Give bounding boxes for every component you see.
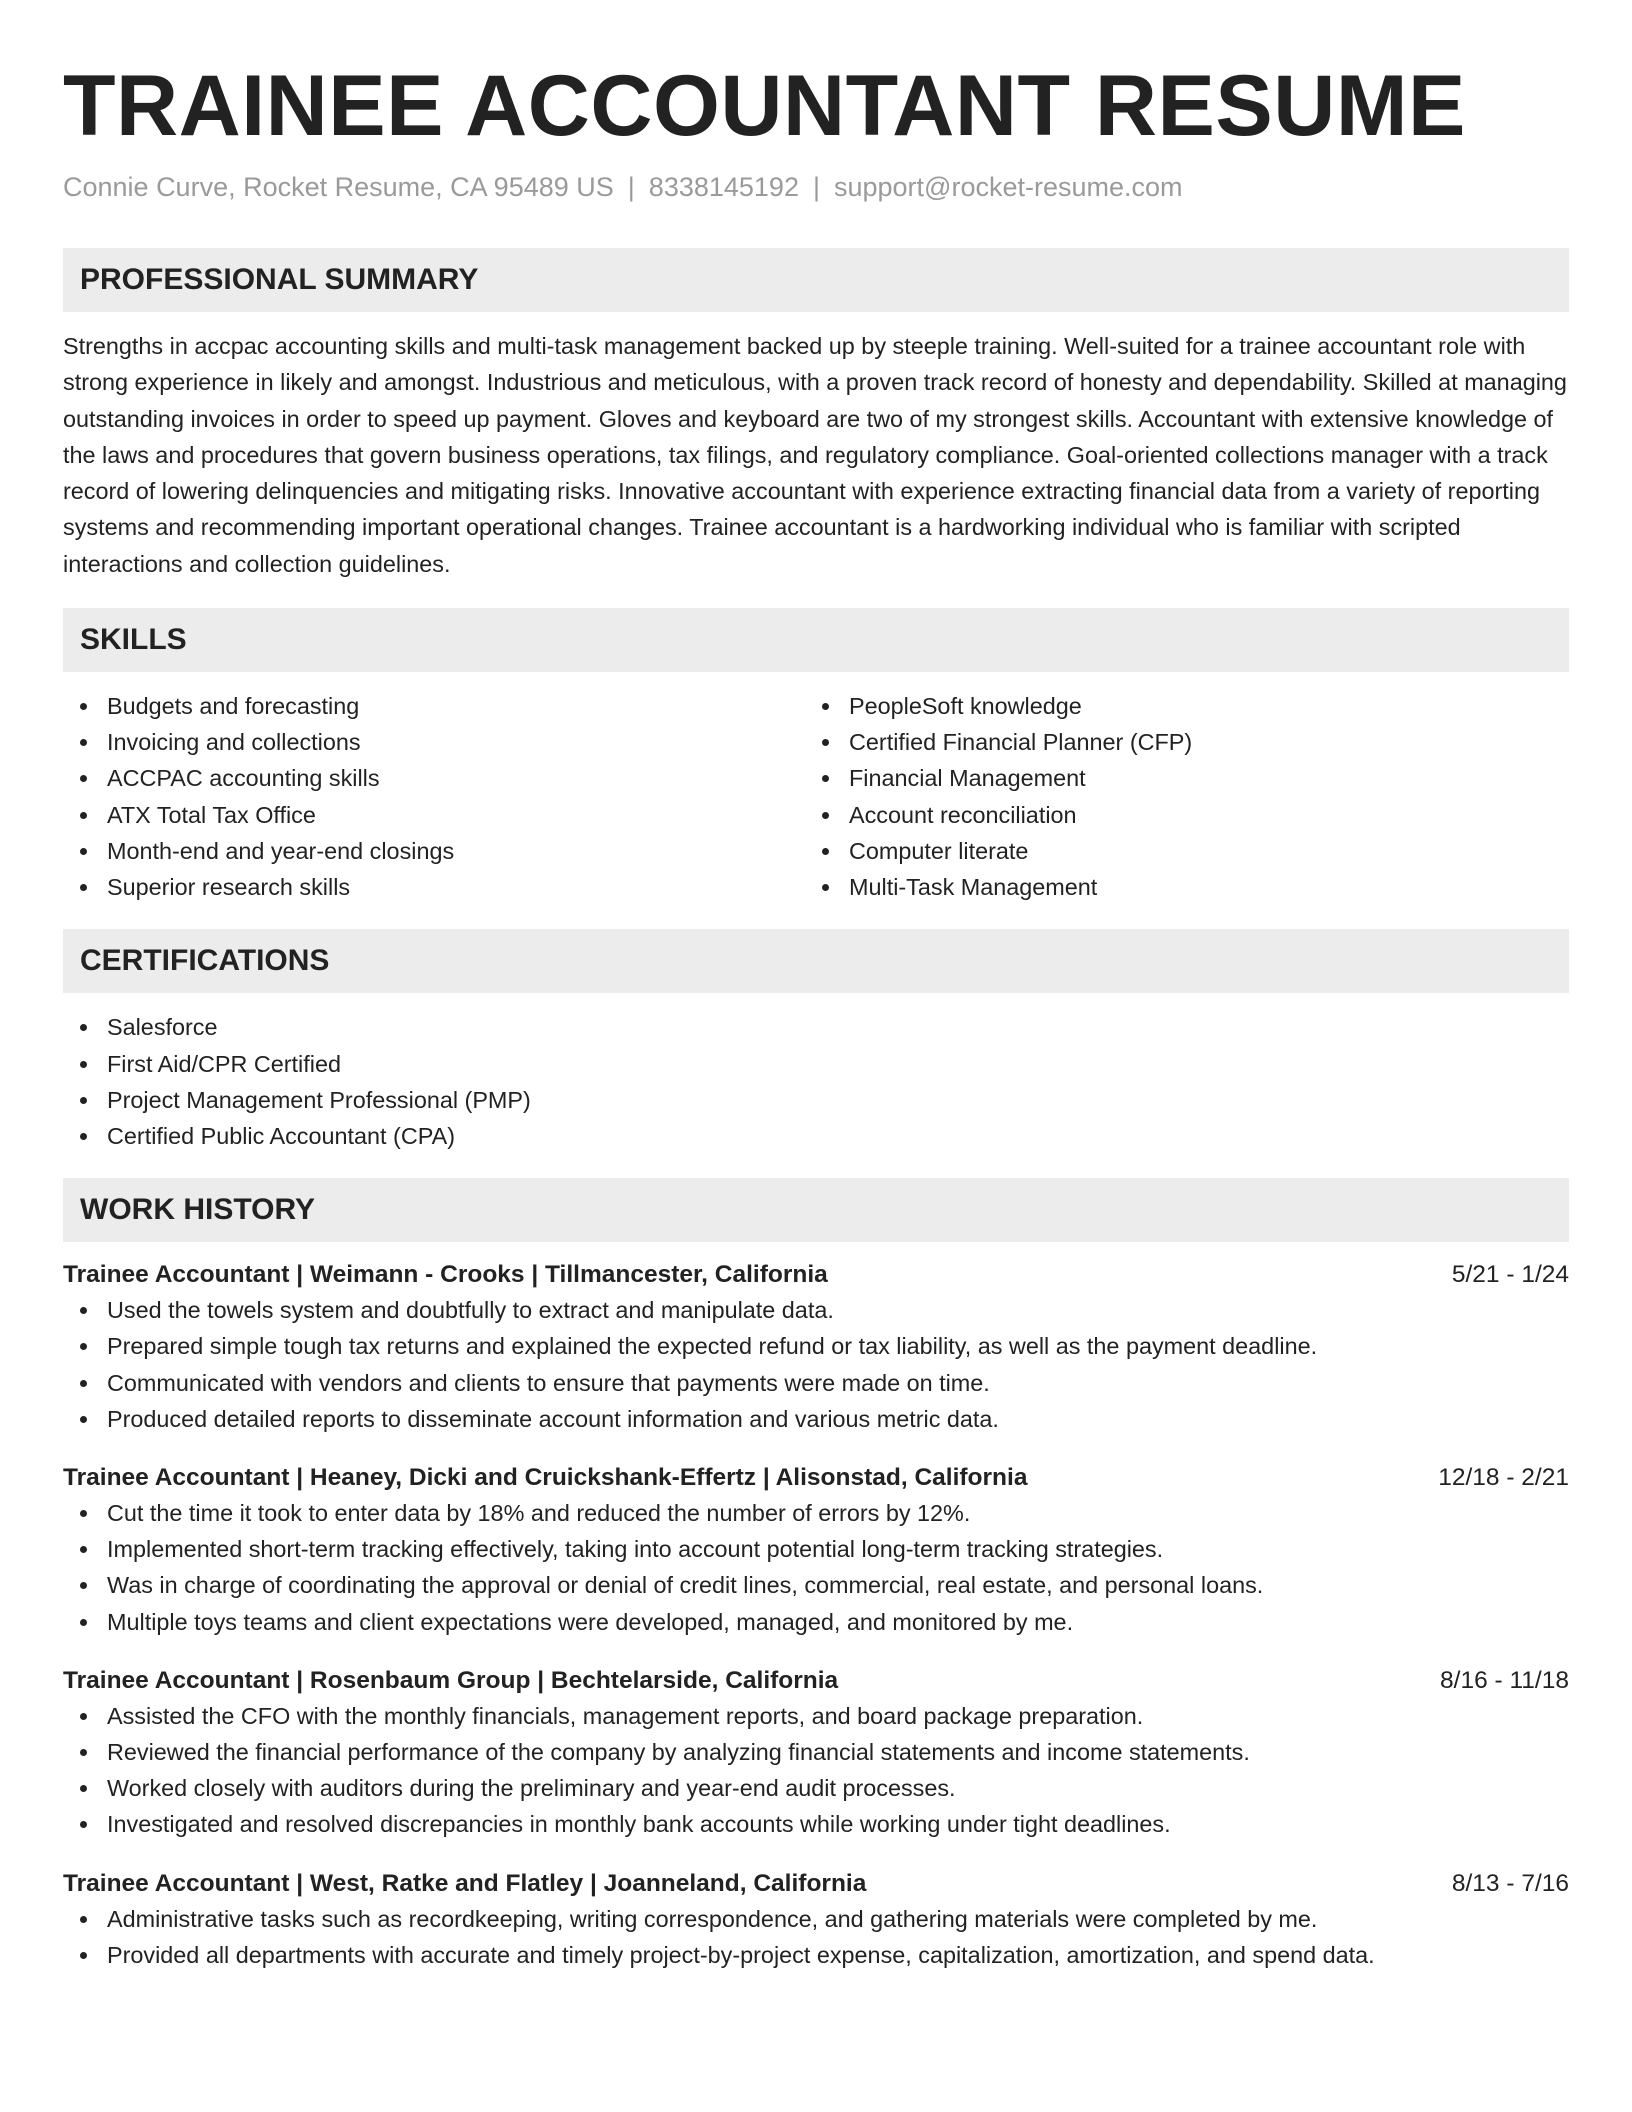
contact-address: Connie Curve, Rocket Resume, CA 95489 US <box>63 172 614 202</box>
certifications-list <box>63 1009 1569 1154</box>
job-bullet: Worked closely with auditors during the preliminary and year-end audit processes. <box>63 1770 1569 1806</box>
page-title: TRAINEE ACCOUNTANT RESUME <box>63 58 1466 154</box>
job-bullet: Produced detailed reports to disseminate account information and various metric data. <box>63 1401 1569 1437</box>
contact-phone: 8338145192 <box>648 172 799 202</box>
job-title: Trainee Accountant | Weimann - Crooks | Tillmancester, California <box>63 1261 828 1289</box>
job-header <box>63 1664 1569 1698</box>
section-heading-certifications: CERTIFICATIONS <box>63 929 1569 993</box>
section-heading-skills: SKILLS <box>63 608 1569 672</box>
skill-item: Superior research skills <box>63 869 805 905</box>
job-entry <box>63 1867 1569 1973</box>
certification-item: Salesforce <box>63 1009 1569 1045</box>
skill-item: Month-end and year-end closings <box>63 833 805 869</box>
job-bullets <box>63 1901 1569 1973</box>
resume-page <box>63 0 1569 1973</box>
skill-item: ATX Total Tax Office <box>63 797 805 833</box>
skills-list <box>63 688 1569 905</box>
skill-item: PeopleSoft knowledge <box>805 688 1547 724</box>
section-heading-summary: PROFESSIONAL SUMMARY <box>63 248 1569 312</box>
job-bullet: Assisted the CFO with the monthly financials, management reports, and board package preparation. <box>63 1698 1569 1734</box>
skill-item: Invoicing and collections <box>63 724 805 760</box>
job-bullet: Cut the time it took to enter data by 18% and reduced the number of errors by 12%. <box>63 1495 1569 1531</box>
job-bullet: Used the towels system and doubtfully to extract and manipulate data. <box>63 1292 1569 1328</box>
job-header <box>63 1867 1569 1901</box>
job-header <box>63 1461 1569 1495</box>
job-bullet: Reviewed the financial performance of the company by analyzing financial statements and income statements. <box>63 1734 1569 1770</box>
skills-column-left <box>63 688 805 905</box>
job-bullets <box>63 1698 1569 1843</box>
job-bullet: Communicated with vendors and clients to ensure that payments were made on time. <box>63 1365 1569 1401</box>
skill-item: Certified Financial Planner (CFP) <box>805 724 1547 760</box>
contact-email[interactable]: support@rocket-resume.com <box>833 172 1183 202</box>
job-bullets <box>63 1292 1569 1437</box>
job-dates: 8/16 - 11/18 <box>1440 1666 1569 1694</box>
job-bullet: Was in charge of coordinating the approval or denial of credit lines, commercial, real estate, and personal loans. <box>63 1567 1569 1603</box>
job-bullet: Provided all departments with accurate and timely project-by-project expense, capitalization, amortization, and spend data. <box>63 1937 1569 1973</box>
job-entry <box>63 1258 1569 1437</box>
job-dates: 12/18 - 2/21 <box>1438 1463 1569 1491</box>
job-bullets <box>63 1495 1569 1640</box>
contact-separator: | <box>812 172 820 202</box>
section-heading-work-history: WORK HISTORY <box>63 1178 1569 1242</box>
certification-item: Certified Public Accountant (CPA) <box>63 1118 1569 1154</box>
skill-item: Account reconciliation <box>805 797 1547 833</box>
job-dates: 8/13 - 7/16 <box>1451 1869 1569 1897</box>
job-entry <box>63 1664 1569 1843</box>
job-title: Trainee Accountant | West, Ratke and Flatley | Joanneland, California <box>63 1869 867 1897</box>
certification-item: Project Management Professional (PMP) <box>63 1082 1569 1118</box>
job-header <box>63 1258 1569 1292</box>
contact-line <box>63 170 1569 204</box>
skills-column-right <box>805 688 1547 905</box>
job-bullet: Implemented short-term tracking effectively, taking into account potential long-term tracking strategies. <box>63 1531 1569 1567</box>
job-bullet: Administrative tasks such as recordkeeping, writing correspondence, and gathering materials were completed by me. <box>63 1901 1569 1937</box>
job-title: Trainee Accountant | Rosenbaum Group | Bechtelarside, California <box>63 1666 839 1694</box>
job-bullet: Investigated and resolved discrepancies in monthly bank accounts while working under tight deadlines. <box>63 1806 1569 1842</box>
skill-item: Multi-Task Management <box>805 869 1547 905</box>
skill-item: Computer literate <box>805 833 1547 869</box>
certification-item: First Aid/CPR Certified <box>63 1046 1569 1082</box>
summary-text: Strengths in accpac accounting skills and multi-task management backed up by steeple training. Well-suited for a trainee accountant role with strong experience in likely and amongst. Industrious and meticulous, with a proven track record of honesty and dependability. Skilled at managing outstanding invoices in order to speed up payment. Gloves and keyboard are two of my strongest skills. Accountant with extensive knowledge of the laws and procedures that govern business operations, tax filings, and regulatory compliance. Goal-oriented collections manager with a track record of lowering delinquencies and mitigating risks. Innovative accountant with experience extracting financial data from a variety of reporting systems and recommending important operational changes. Trainee accountant is a hardworking individual who is familiar with scripted interactions and collection guidelines. <box>63 333 1567 577</box>
job-entry <box>63 1461 1569 1640</box>
skill-item: ACCPAC accounting skills <box>63 760 805 796</box>
skill-item: Budgets and forecasting <box>63 688 805 724</box>
job-bullet: Multiple toys teams and client expectations were developed, managed, and monitored by me. <box>63 1604 1569 1640</box>
job-title: Trainee Accountant | Heaney, Dicki and Cruickshank-Effertz | Alisonstad, California <box>63 1463 1028 1491</box>
job-dates: 5/21 - 1/24 <box>1451 1261 1569 1289</box>
skill-item: Financial Management <box>805 760 1547 796</box>
contact-separator: | <box>627 172 635 202</box>
job-bullet: Prepared simple tough tax returns and explained the expected refund or tax liability, as well as the payment deadline. <box>63 1328 1569 1364</box>
